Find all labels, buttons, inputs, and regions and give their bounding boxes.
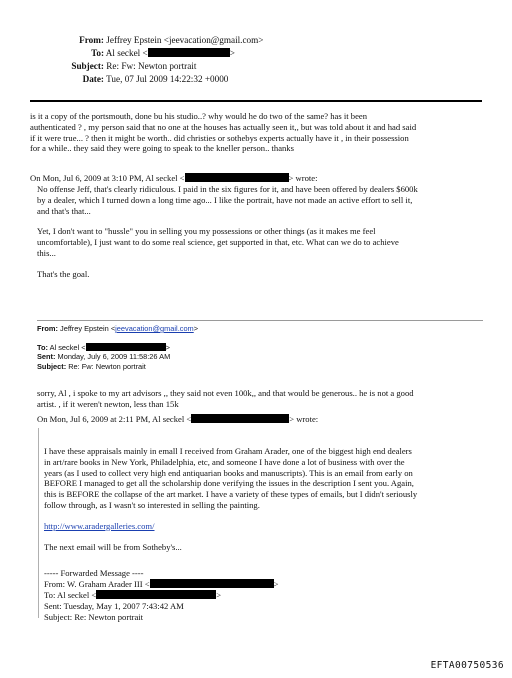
header-subject-label: Subject: <box>71 61 104 71</box>
quote-header-1 <box>30 173 317 184</box>
body-line: if it were true... ? then it might be worth.. did christies or sothebys experts actually have it , in their possession <box>30 132 409 143</box>
fwd-subject-row <box>37 362 198 372</box>
quote-line: I have these appraisals mainly in emall I received from Graham Arader, one of the biggest high end dealers <box>44 446 412 456</box>
quote-line: No offense Jeff, that's clearly ridiculous. I paid in the six figures for it, and have been offered by dealers $600k <box>37 184 418 194</box>
fwd2-from-end: > <box>273 579 279 590</box>
header-divider <box>30 100 482 102</box>
quote-line: That's the goal. <box>37 268 90 279</box>
fwd-to-row <box>37 343 198 353</box>
fwd-to-end: > <box>165 342 170 352</box>
header-from-value: Jeffrey Epstein <jeevacation@gmail.com> <box>106 35 264 45</box>
quote-header-text: On Mon, Jul 6, 2009 at 3:10 PM, Al seckel < <box>30 173 185 183</box>
quote-line: BEFORE I managed to get all the scholarship done verifying the issues in the description I sent you. Again, <box>44 478 414 489</box>
reply-body <box>30 111 500 154</box>
document-id: EFTA00750536 <box>430 660 504 671</box>
redaction-bar <box>86 343 166 351</box>
quote-bar <box>38 428 39 618</box>
header-subject-row <box>32 60 263 73</box>
redaction-bar <box>150 579 274 588</box>
redaction-bar <box>96 590 216 599</box>
header-to-close: > <box>229 48 235 58</box>
quote-line: by a dealer, which I turned down a long time ago... I like the portrait, have not made an active effort to sell it, <box>37 194 413 205</box>
header-date-label: Date: <box>82 74 104 84</box>
body-line: sorry, Al , i spoke to my art advisors ,, they said not even 100k,, and that would be generous.. he is not a good <box>37 388 414 398</box>
fwd-from-email-link[interactable]: jeevacation@gmail.com <box>115 324 194 333</box>
quote-line: follow through, as I wasn't so interested in selling the painting. <box>44 499 260 510</box>
fwd-from-label: From: <box>37 324 58 333</box>
fwd2-to-text: To: Al seckel < <box>44 589 97 600</box>
quote-line: this is BEFORE the collapse of the art market. I have a variety of these types of emails, but I didn't seriously <box>44 489 418 500</box>
body-line: authenticated ? , my person said that no one at the houses has actually seen it,, but was told about it and had said <box>30 121 417 132</box>
quoted-message-2 <box>44 446 500 622</box>
header-date-value: Tue, 07 Jul 2009 14:22:32 +0000 <box>106 74 229 84</box>
fwd2-to-end: > <box>216 589 222 600</box>
redaction-bar <box>191 414 289 423</box>
fwd-subject-label: Subject: <box>37 361 67 371</box>
fwd-from-end: > <box>193 324 199 333</box>
separator-rule <box>37 320 483 321</box>
fwd-from-row <box>37 324 198 334</box>
quote-line: The next email will be from Sotheby's... <box>44 541 182 552</box>
quote-header-text: On Mon, Jul 6, 2009 at 2:11 PM, Al seckel < <box>37 414 192 424</box>
quote-line: uncomfortable), I just want to do some real science, get supported in that, etc. What can we do to achieve <box>37 237 399 248</box>
quote-line: and that's that... <box>37 205 91 216</box>
fwd2-from-text: From: W. Graham Arader III < <box>44 579 150 590</box>
quote-line: Yet, I don't want to "hussle" you in selling you my possessions or other things (as it makes me feel <box>37 226 376 237</box>
header-to-value: Al seckel < <box>105 48 148 58</box>
fwd2-subject-row: Subject: Re: Newton portrait <box>44 611 144 622</box>
header-date-row <box>32 73 263 86</box>
fwd-to-value: Al seckel < <box>49 342 86 352</box>
fwd-to-label: To: <box>37 342 48 352</box>
quote-header-2 <box>37 414 318 425</box>
email-header <box>32 34 263 86</box>
fwd-sent-value: Monday, July 6, 2009 11:58:26 AM <box>57 352 171 362</box>
fwd-sent-label: Sent: <box>37 352 56 362</box>
fwd-subject-value: Re: Fw: Newton portrait <box>68 361 146 371</box>
quote-line: in art/rare books in New York, Philadelphia, etc, and someone I have done a lot of business with over the <box>44 456 405 467</box>
quoted-message-1 <box>37 184 499 280</box>
reply-body-2 <box>37 388 499 410</box>
body-line: artist. , if it weren't newton, less than 15k <box>37 398 179 409</box>
header-to-label: To: <box>91 48 104 58</box>
fwd2-sent-row: Sent: Tuesday, May 1, 2007 7:43:42 AM <box>44 600 184 611</box>
body-line: is it a copy of the portsmouth, done bu his studio..? why would he do two of the same? has it been <box>30 111 368 121</box>
body-line: for a while.. they said they were going to speak to the kneller person.. thanks <box>30 143 294 154</box>
fwd2-from-row <box>44 579 500 590</box>
quote-line: this... <box>37 247 56 258</box>
quote-line: years (as I used to collect very high end antiquarian books and manuscripts). This is an email from early on <box>44 467 413 478</box>
fwd-from-name: Jeffrey Epstein < <box>60 324 116 333</box>
quote-header-end: > wrote: <box>288 173 318 183</box>
fwd-sent-row <box>37 352 198 362</box>
header-from-row <box>32 34 263 47</box>
forwarded-header <box>37 324 198 371</box>
quote-header-end: > wrote: <box>289 414 319 424</box>
fwd2-to-row <box>44 590 500 601</box>
forwarded-message-divider: ----- Forwarded Message ---- <box>44 568 144 579</box>
header-from-label: From: <box>79 35 104 45</box>
header-subject-value: Re: Fw: Newton portrait <box>106 61 197 71</box>
redaction-bar <box>148 48 230 57</box>
header-to-row <box>32 47 263 60</box>
redaction-bar <box>185 173 289 182</box>
arader-galleries-link[interactable]: http://www.aradergalleries.com/ <box>44 520 155 531</box>
